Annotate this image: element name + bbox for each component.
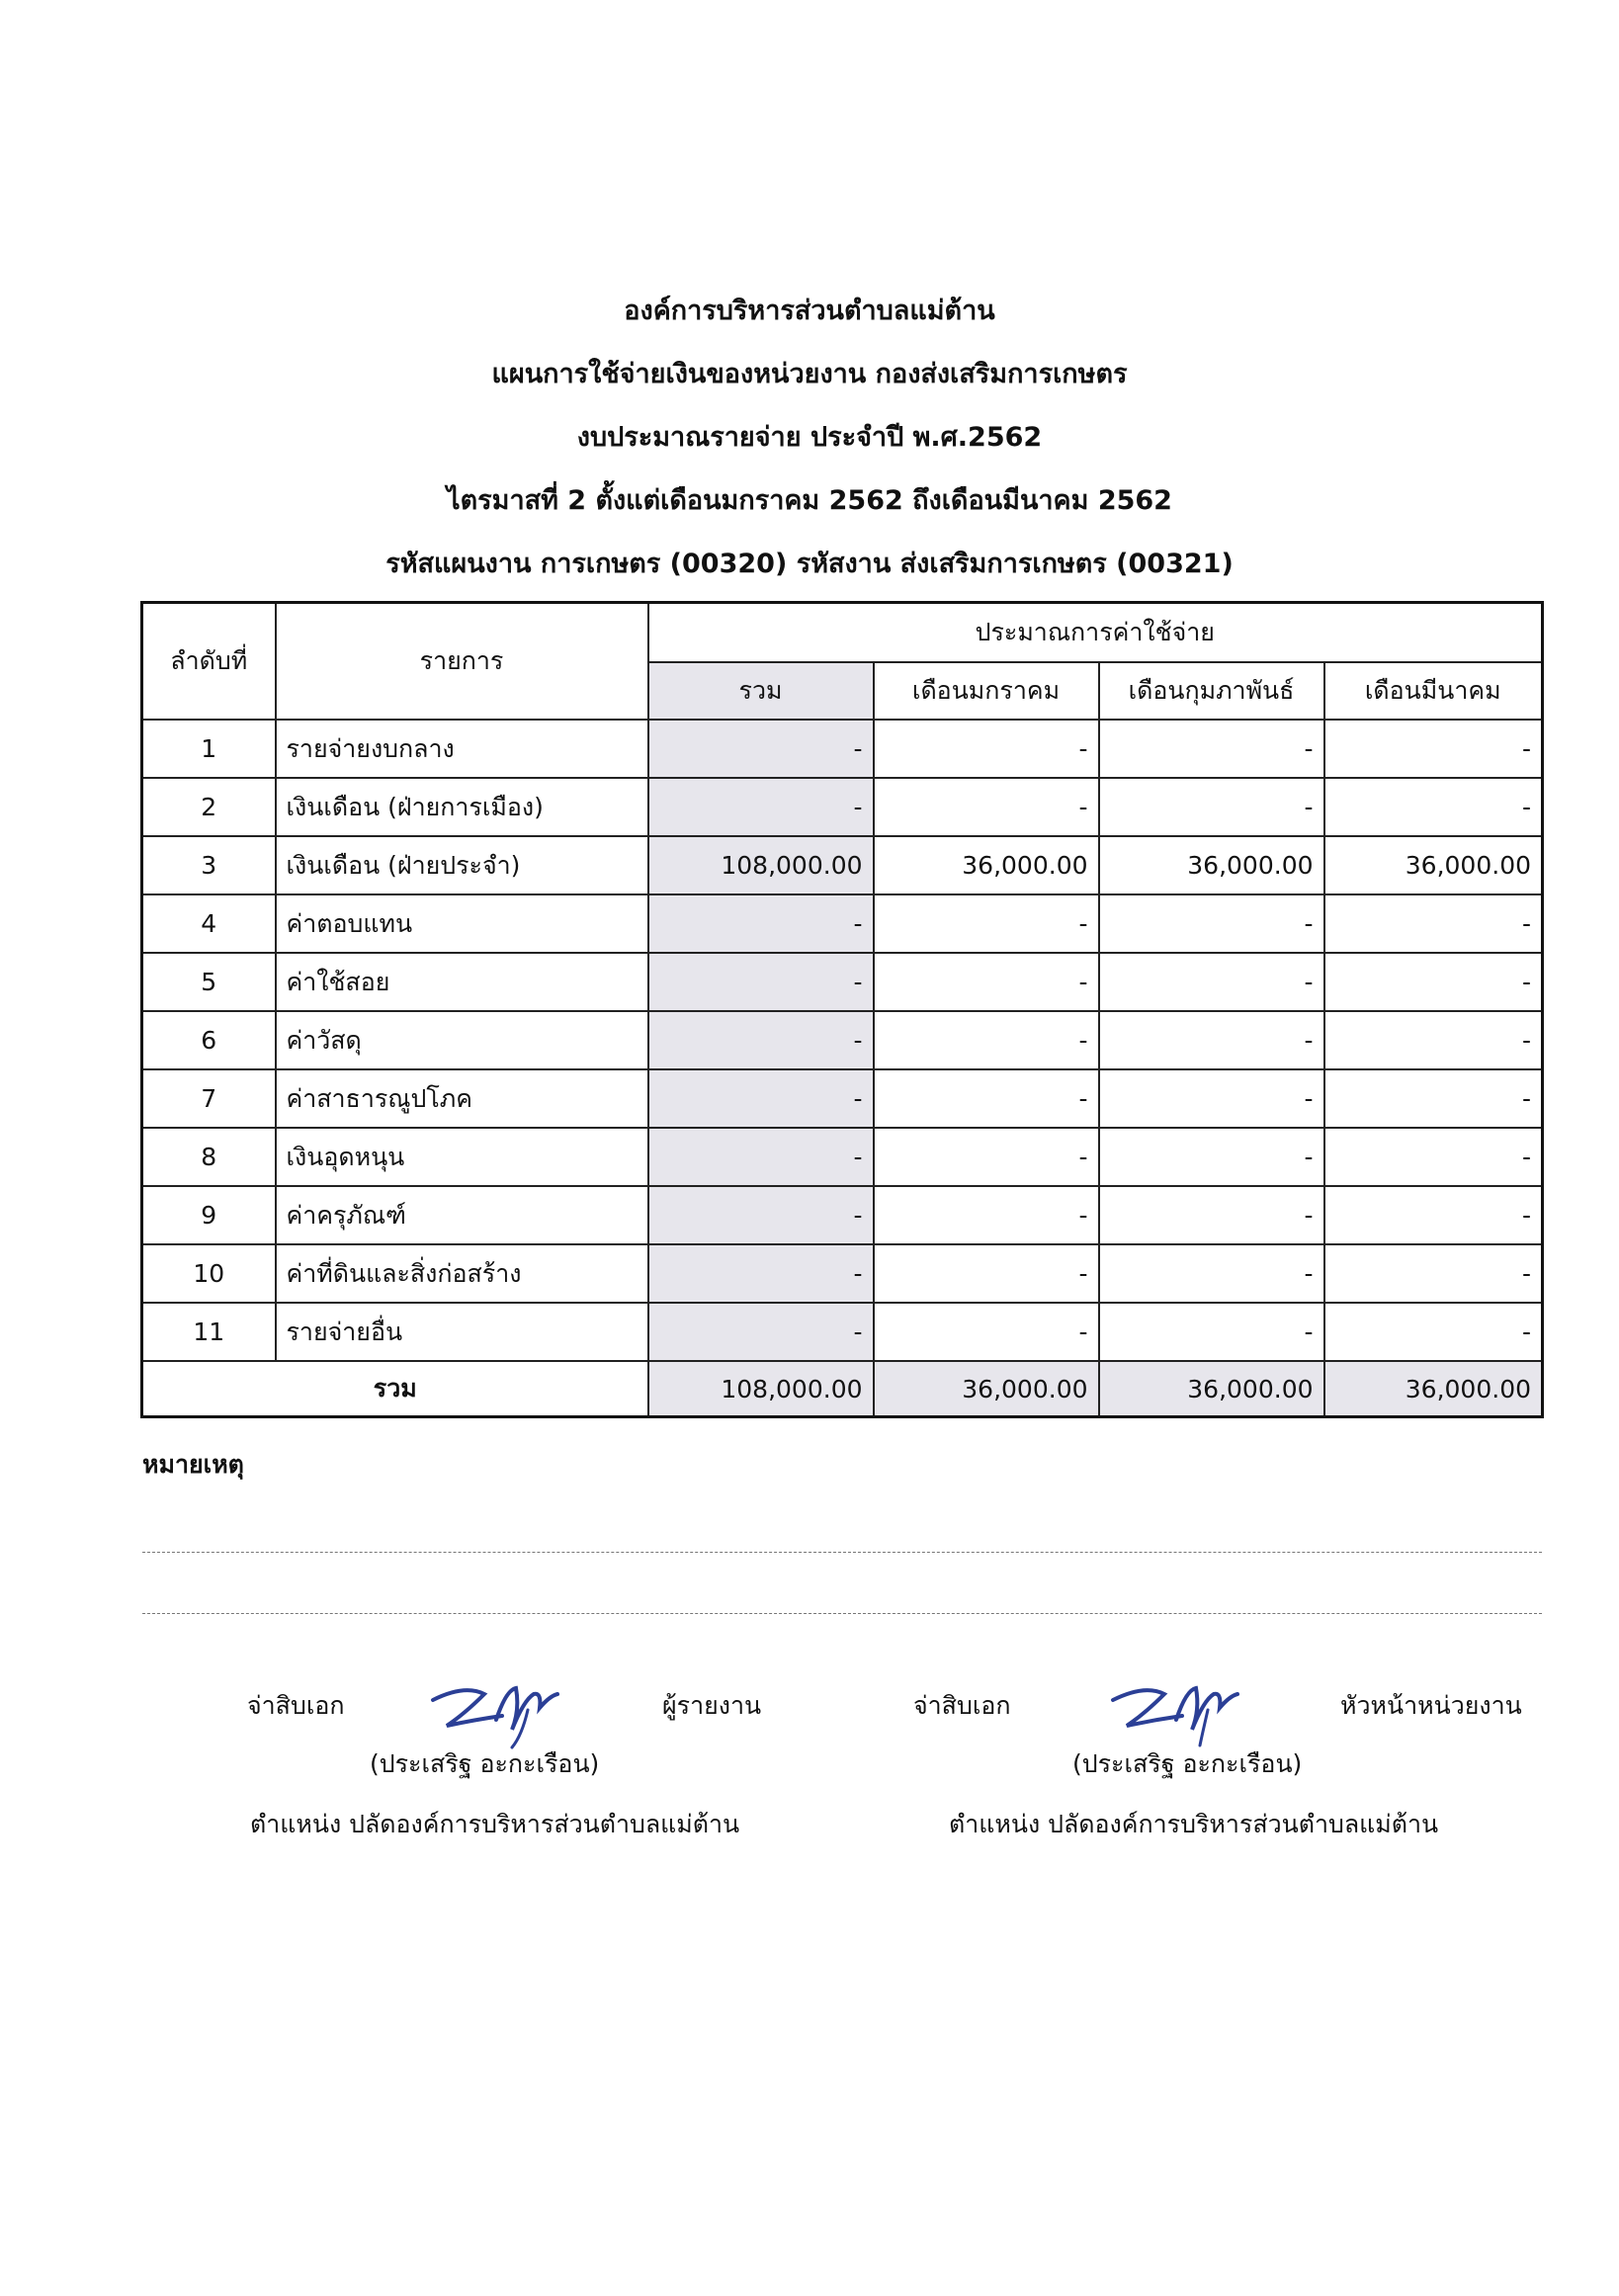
row-item: รายจ่ายงบกลาง [276,720,648,778]
remarks-line-1 [142,1552,1542,1553]
row-total: - [648,894,874,953]
table-row [142,1244,1543,1303]
row-number: 9 [142,1186,276,1244]
sum-january: 36,000.00 [874,1361,1099,1417]
header-no: ลำดับที่ [142,603,276,721]
row-february: - [1099,1128,1324,1186]
row-total: - [648,1128,874,1186]
table-row [142,1303,1543,1361]
row-item: ค่าสาธารณูปโภค [276,1069,648,1128]
table-row [142,720,1543,778]
row-january: - [874,720,1099,778]
row-january: - [874,1011,1099,1069]
row-march: - [1324,1069,1543,1128]
row-january: - [874,1303,1099,1361]
row-number: 5 [142,953,276,1011]
row-number: 7 [142,1069,276,1128]
right-name: (ประเสริฐ อะกะเรือน) [1072,1749,1303,1778]
row-total: - [648,1303,874,1361]
row-march: - [1324,1244,1543,1303]
left-position: ตำแหน่ง ปลัดองค์การบริหารส่วนตำบลแม่ต้าน [250,1810,740,1838]
sum-total: 108,000.00 [648,1361,874,1417]
table-row [142,894,1543,953]
table-row [142,778,1543,836]
row-item: ค่าที่ดินและสิ่งก่อสร้าง [276,1244,648,1303]
row-february: - [1099,1186,1324,1244]
header-march: เดือนมีนาคม [1324,662,1543,720]
table-row [142,1186,1543,1244]
row-item: เงินเดือน (ฝ่ายการเมือง) [276,778,648,836]
row-number: 2 [142,778,276,836]
row-total: - [648,778,874,836]
header-total: รวม [648,662,874,720]
row-number: 6 [142,1011,276,1069]
row-total: - [648,1186,874,1244]
left-role: ผู้รายงาน [662,1691,762,1720]
row-february: - [1099,894,1324,953]
row-february: - [1099,778,1324,836]
row-number: 4 [142,894,276,953]
row-total: - [648,1011,874,1069]
row-item: รายจ่ายอื่น [276,1303,648,1361]
row-january: - [874,1069,1099,1128]
plan-title: แผนการใช้จ่ายเงินของหน่วยงาน กองส่งเสริมการเกษตร [491,359,1128,389]
header-february: เดือนกุมภาพันธ์ [1099,662,1324,720]
row-item: เงินอุดหนุน [276,1128,648,1186]
table-row [142,1128,1543,1186]
row-february: - [1099,720,1324,778]
remarks-label: หมายเหตุ [142,1450,244,1479]
row-february: - [1099,1244,1324,1303]
row-number: 3 [142,836,276,894]
row-march: - [1324,1186,1543,1244]
left-rank: จ่าสิบเอก [247,1691,345,1720]
row-march: - [1324,720,1543,778]
row-number: 1 [142,720,276,778]
row-january: - [874,894,1099,953]
row-march: - [1324,1303,1543,1361]
header-item: รายการ [276,603,648,721]
left-name: (ประเสริฐ อะกะเรือน) [370,1749,600,1778]
row-march: - [1324,1011,1543,1069]
org-title: องค์การบริหารส่วนตำบลแม่ต้าน [624,296,995,326]
sum-row [142,1361,1543,1417]
row-january: 36,000.00 [874,836,1099,894]
row-total: - [648,953,874,1011]
sum-label: รวม [142,1361,648,1417]
row-january: - [874,1186,1099,1244]
row-march: - [1324,1128,1543,1186]
row-february: - [1099,1303,1324,1361]
plan-codes: รหัสแผนงาน การเกษตร (00320) รหัสงาน ส่งเสริมการเกษตร (00321) [385,549,1234,579]
quarter-range: ไตรมาสที่ 2 ตั้งแต่เดือนมกราคม 2562 ถึงเดือนมีนาคม 2562 [447,485,1172,516]
row-january: - [874,1128,1099,1186]
right-rank: จ่าสิบเอก [913,1691,1011,1720]
table-row [142,836,1543,894]
budget-year: งบประมาณรายจ่าย ประจำปี พ.ศ.2562 [576,422,1043,453]
row-item: ค่าครุภัณฑ์ [276,1186,648,1244]
row-number: 10 [142,1244,276,1303]
row-item: ค่าใช้สอย [276,953,648,1011]
row-february: 36,000.00 [1099,836,1324,894]
row-january: - [874,1244,1099,1303]
table-row [142,953,1543,1011]
row-march: - [1324,953,1543,1011]
right-signature-image [1105,1670,1253,1749]
row-total: - [648,720,874,778]
row-february: - [1099,1011,1324,1069]
row-total: - [648,1069,874,1128]
row-march: - [1324,894,1543,953]
header-estimate-group: ประมาณการค่าใช้จ่าย [648,603,1543,663]
budget-table [140,601,1544,1418]
row-february: - [1099,1069,1324,1128]
row-february: - [1099,953,1324,1011]
sum-march: 36,000.00 [1324,1361,1543,1417]
row-item: ค่าวัสดุ [276,1011,648,1069]
row-total: 108,000.00 [648,836,874,894]
right-position: ตำแหน่ง ปลัดองค์การบริหารส่วนตำบลแม่ต้าน [949,1810,1439,1838]
sum-february: 36,000.00 [1099,1361,1324,1417]
right-role: หัวหน้าหน่วยงาน [1340,1691,1522,1720]
row-march: 36,000.00 [1324,836,1543,894]
left-signature-image [425,1670,573,1749]
row-item: เงินเดือน (ฝ่ายประจำ) [276,836,648,894]
row-january: - [874,778,1099,836]
row-march: - [1324,778,1543,836]
row-number: 11 [142,1303,276,1361]
remarks-line-2 [142,1613,1542,1614]
row-total: - [648,1244,874,1303]
row-item: ค่าตอบแทน [276,894,648,953]
table-row [142,1011,1543,1069]
row-number: 8 [142,1128,276,1186]
table-row [142,1069,1543,1128]
row-january: - [874,953,1099,1011]
header-january: เดือนมกราคม [874,662,1099,720]
